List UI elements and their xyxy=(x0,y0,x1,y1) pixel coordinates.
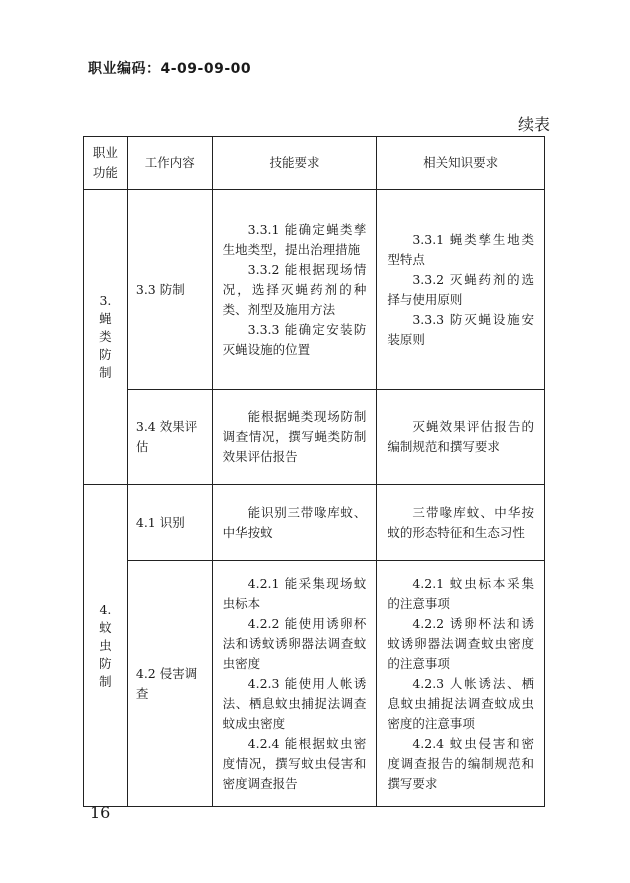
table-row xyxy=(84,485,545,561)
occupation-code: 职业编码：4-09-09-00 xyxy=(88,61,252,77)
knowledge-cell: 灭蝇效果评估报告的编制规范和撰写要求 xyxy=(377,390,545,485)
skills-table xyxy=(83,136,545,807)
function-cell-4: 4. 蚊虫防制 xyxy=(84,485,128,807)
work-cell: 3.3 防制 xyxy=(127,190,212,390)
knowledge-cell: 三带喙库蚊、中华按蚊的形态特征和生态习性 xyxy=(377,485,545,561)
function-cell-3: 3. 蝇类防制 xyxy=(84,190,128,485)
table-row xyxy=(84,390,545,485)
skill-cell: 能识别三带喙库蚊、中华按蚊 xyxy=(212,485,377,561)
work-cell: 3.4 效果评估 xyxy=(127,390,212,485)
knowledge-cell: 4.2.1 蚊虫标本采集的注意事项 4.2.2 诱卵杯法和诱蚊诱卵器法调查蚊虫密度的注意事项 4.2.3 人帐诱法、栖息蚊虫捕捉法调查蚊成虫密度的注意事项 4.2.4 蚊虫侵害和密度调查报告的编制规范和撰写要求 xyxy=(377,561,545,807)
work-cell: 4.2 侵害调查 xyxy=(127,561,212,807)
header-work: 工作内容 xyxy=(127,137,212,190)
skill-cell: 4.2.1 能采集现场蚊虫标本 4.2.2 能使用诱卵杯法和诱蚊诱卵器法调查蚊虫密度 4.2.3 能使用人帐诱法、栖息蚊虫捕捉法调查蚊成虫密度 4.2.4 能根据蚊虫密度情况，撰写蚊虫侵害和密度调查报告 xyxy=(212,561,377,807)
header-function: 职业 功能 xyxy=(84,137,128,190)
skill-cell: 3.3.1 能确定蝇类孳生地类型，提出治理措施 3.3.2 能根据现场情况，选择灭蝇药剂的种类、剂型及施用方法 3.3.3 能确定安装防灭蝇设施的位置 xyxy=(212,190,377,390)
table-header-row xyxy=(84,137,545,190)
table-row xyxy=(84,561,545,807)
knowledge-cell: 3.3.1 蝇类孳生地类型特点 3.3.2 灭蝇药剂的选择与使用原则 3.3.3 防灭蝇设施安装原则 xyxy=(377,190,545,390)
page-number: 16 xyxy=(90,803,111,822)
continued-label: 续表 xyxy=(517,115,550,134)
work-cell: 4.1 识别 xyxy=(127,485,212,561)
table-row xyxy=(84,190,545,390)
header-knowledge: 相关知识要求 xyxy=(377,137,545,190)
skill-cell: 能根据蝇类现场防制调查情况，撰写蝇类防制效果评估报告 xyxy=(212,390,377,485)
header-skill: 技能要求 xyxy=(212,137,377,190)
